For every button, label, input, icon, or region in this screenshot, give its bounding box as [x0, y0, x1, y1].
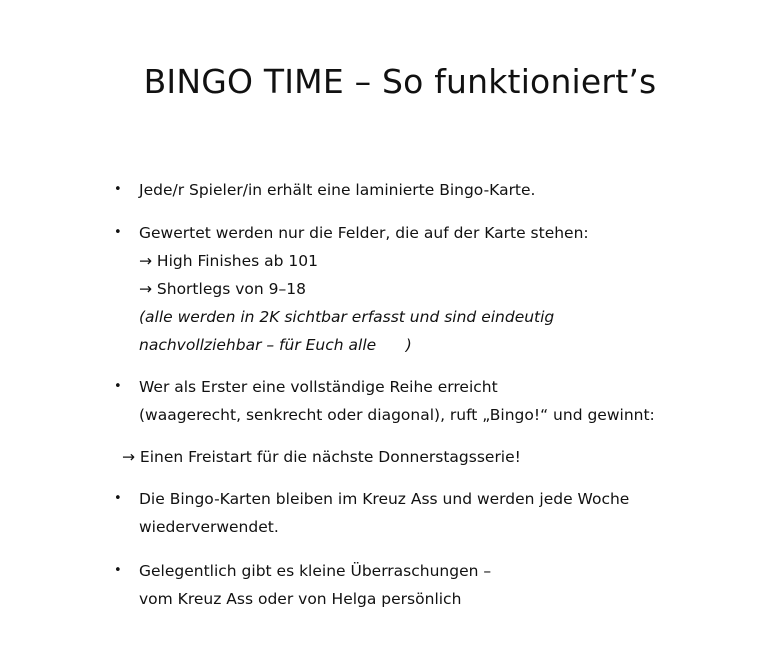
- bullet-icon: •: [114, 563, 122, 578]
- rule-text: Wer als Erster eine vollständige Reihe erreicht: [139, 378, 498, 396]
- rule-item-card: [0, 176, 768, 204]
- rule-item-scoring: [0, 219, 768, 359]
- page-title: BINGO TIME – So funktioniert’s: [143, 62, 657, 101]
- rule-text: Gelegentlich gibt es kleine Überraschungen –: [139, 562, 492, 580]
- rule-text: wiederverwendet.: [139, 518, 279, 536]
- sub-item-shortlegs: → Shortlegs von 9–18: [139, 280, 306, 298]
- rule-text: (waagerecht, senkrecht oder diagonal), ruft „Bingo!“ und gewinnt:: [139, 406, 655, 424]
- rules-list: [0, 176, 768, 613]
- rule-text: vom Kreuz Ass oder von Helga persönlich: [139, 590, 462, 608]
- note-text: (alle werden in 2K sichtbar erfasst und sind eindeutig: [139, 308, 555, 326]
- prize-line: → Einen Freistart für die nächste Donnerstagsserie!: [122, 448, 521, 466]
- rule-text: Gewertet werden nur die Felder, die auf der Karte stehen:: [139, 224, 589, 242]
- sub-item-high-finishes: → High Finishes ab 101: [139, 252, 318, 270]
- bullet-icon: •: [114, 182, 122, 197]
- rule-text: Die Bingo-Karten bleiben im Kreuz Ass und werden jede Woche: [139, 490, 630, 508]
- bullet-icon: •: [114, 225, 122, 240]
- bullet-icon: •: [114, 379, 122, 394]
- note-text: nachvollziehbar – für Euch alle ): [139, 336, 412, 354]
- rule-text: Jede/r Spieler/in erhält eine laminierte Bingo-Karte.: [139, 181, 536, 199]
- bullet-icon: •: [114, 491, 122, 506]
- rule-item-winning: [0, 373, 768, 429]
- rule-item-surprises: [0, 557, 768, 613]
- rule-item-cards-reuse: [0, 485, 768, 541]
